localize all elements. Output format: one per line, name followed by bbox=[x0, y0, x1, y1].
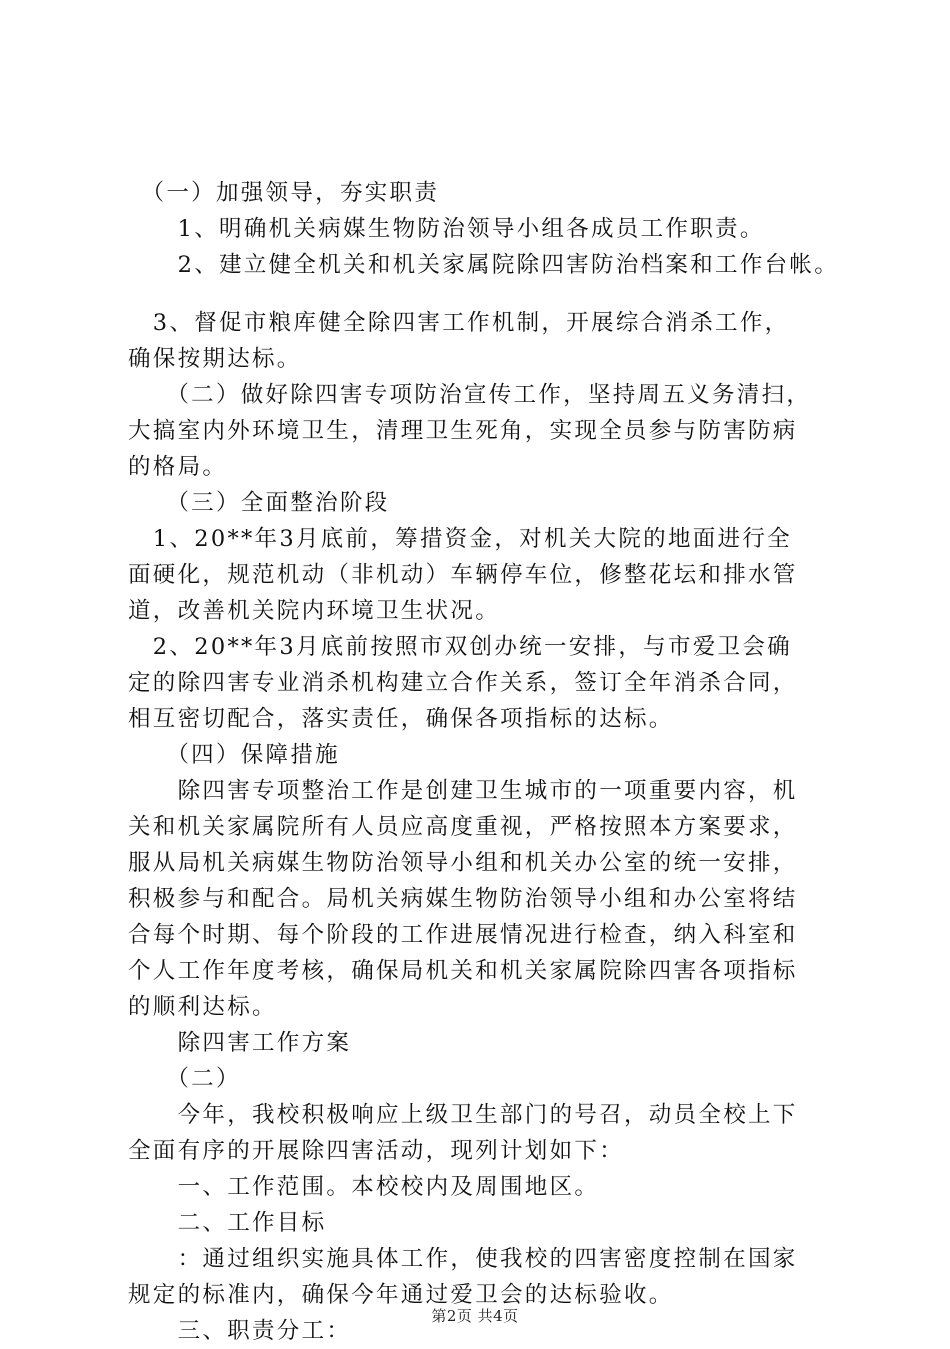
paragraph-line: 除四害专项整治工作是创建卫生城市的一项重要内容，机 bbox=[128, 778, 798, 804]
paragraph-line: 一、工作范围。本校校内及周围地区。 bbox=[128, 1174, 600, 1200]
paragraph-line: ：通过组织实施具体工作，使我校的四害密度控制在国家 bbox=[128, 1246, 798, 1272]
document-subtitle: 除四害工作方案 bbox=[128, 1030, 352, 1056]
section-heading: 二、工作目标 bbox=[128, 1210, 327, 1236]
paragraph-line: 道，改善机关院内环境卫生状况。 bbox=[128, 598, 501, 624]
section-heading: （一）加强领导，夯实职责 bbox=[128, 180, 440, 206]
paragraph-line: 服从局机关病媒生物防治领导小组和机关办公室的统一安排， bbox=[128, 850, 798, 876]
paragraph-line: 全面有序的开展除四害活动，现列计划如下： bbox=[128, 1138, 625, 1164]
paragraph-line: 面硬化，规范机动（非机动）车辆停车位，修整花坛和排水管 bbox=[128, 562, 798, 588]
paragraph-line: 确保按期达标。 bbox=[128, 346, 302, 372]
paragraph-line: 的顺利达标。 bbox=[128, 994, 277, 1020]
paragraph-line: 相互密切配合，落实责任，确保各项指标的达标。 bbox=[128, 706, 674, 732]
section-heading: （四）保障措施 bbox=[128, 742, 340, 768]
paragraph-line: 积极参与和配合。局机关病媒生物防治领导小组和办公室将结 bbox=[128, 886, 798, 912]
paragraph-line: 合每个时期、每个阶段的工作进展情况进行检查，纳入科室和 bbox=[128, 922, 798, 948]
paragraph-line: 定的除四害专业消杀机构建立合作关系，签订全年消杀合同， bbox=[128, 670, 798, 696]
blank-line bbox=[128, 283, 834, 305]
paragraph-line: 规定的标准内，确保今年通过爱卫会的达标验收。 bbox=[128, 1282, 674, 1308]
paragraph-line: 的格局。 bbox=[128, 454, 228, 480]
section-heading: 三、职责分工： bbox=[128, 1318, 352, 1344]
paragraph-line: 2、20**年3月底前按照市双创办统一安排，与市爱卫会确 bbox=[128, 634, 792, 660]
paragraph-line: 3、督促市粮库健全除四害工作机制，开展综合消杀工作， bbox=[128, 310, 790, 336]
paragraph-line: 大搞室内外环境卫生，清理卫生死角，实现全员参与防害防病 bbox=[128, 418, 798, 444]
paragraph-line: （二）做好除四害专项防治宣传工作，坚持周五义务清扫， bbox=[128, 382, 812, 408]
paragraph-line: 2、建立健全机关和机关家属院除四害防治档案和工作台帐。 bbox=[128, 252, 840, 278]
paragraph-line: 今年，我校积极响应上级卫生部门的号召，动员全校上下 bbox=[128, 1102, 798, 1128]
paragraph-line: 个人工作年度考核，确保局机关和机关家属院除四害各项指标 bbox=[128, 958, 798, 984]
page-number-footer: 第2页 共4页 bbox=[431, 1307, 519, 1325]
paragraph-line: 1、20**年3月底前，筹措资金，对机关大院的地面进行全 bbox=[128, 526, 792, 552]
paragraph-line: 关和机关家属院所有人员应高度重视，严格按照本方案要求， bbox=[128, 814, 798, 840]
document-body bbox=[128, 175, 840, 1349]
section-heading: （三）全面整治阶段 bbox=[128, 490, 390, 516]
section-heading: （二） bbox=[128, 1066, 241, 1092]
paragraph-line: 1、明确机关病媒生物防治领导小组各成员工作职责。 bbox=[128, 216, 765, 242]
